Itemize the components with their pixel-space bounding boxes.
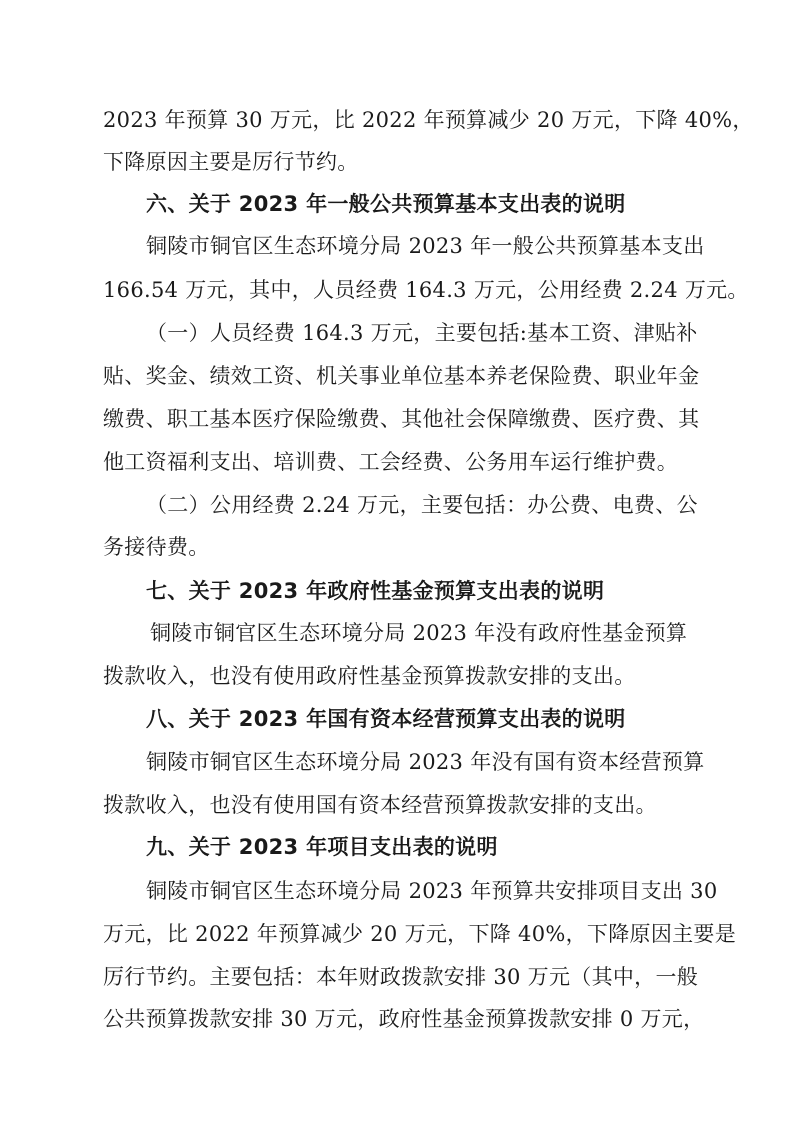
body-line: 务接待费。	[103, 535, 210, 559]
body-line: 贴、奖金、绩效工资、机关事业单位基本养老保险费、职业年金	[103, 364, 700, 388]
body-line: 下降原因主要是厉行节约。	[103, 150, 359, 174]
body-line: （一）人员经费 164.3 万元，主要包括:基本工资、津贴补	[146, 321, 698, 345]
section-heading-9: 九、关于 2023 年项目支出表的说明	[146, 835, 498, 859]
section-heading-7: 七、关于 2023 年政府性基金预算支出表的说明	[146, 579, 605, 603]
section-heading-6: 六、关于 2023 年一般公共预算基本支出表的说明	[146, 192, 626, 216]
body-line: 166.54 万元，其中，人员经费 164.3 万元，公用经费 2.24 万元。	[103, 278, 749, 302]
body-line: 公共预算拨款安排 30 万元，政府性基金预算拨款安排 0 万元，	[103, 1007, 705, 1031]
body-line: 拨款收入，也没有使用国有资本经营预算拨款安排的支出。	[103, 793, 657, 817]
body-line: （二）公用经费 2.24 万元，主要包括：办公费、电费、公	[146, 493, 698, 517]
body-line: 缴费、职工基本医疗保险缴费、其他社会保障缴费、医疗费、其	[103, 407, 700, 431]
body-line: 拨款收入，也没有使用政府性基金预算拨款安排的支出。	[103, 664, 636, 688]
body-line: 铜陵市铜官区生态环境分局 2023 年没有政府性基金预算	[150, 621, 688, 645]
body-line: 铜陵市铜官区生态环境分局 2023 年一般公共预算基本支出	[146, 234, 705, 258]
body-line: 万元，比 2022 年预算减少 20 万元，下降 40%，下降原因主要是	[103, 922, 737, 946]
body-line: 铜陵市铜官区生态环境分局 2023 年没有国有资本经营预算	[146, 750, 705, 774]
body-line: 他工资福利支出、培训费、工会经费、公务用车运行维护费。	[103, 450, 679, 474]
body-line: 厉行节约。主要包括：本年财政拨款安排 30 万元（其中，一般	[103, 965, 699, 989]
section-heading-8: 八、关于 2023 年国有资本经营预算支出表的说明	[146, 707, 626, 731]
body-line: 铜陵市铜官区生态环境分局 2023 年预算共安排项目支出 30	[146, 879, 718, 903]
body-line: 2023 年预算 30 万元，比 2022 年预算减少 20 万元，下降 40%，	[103, 108, 754, 132]
